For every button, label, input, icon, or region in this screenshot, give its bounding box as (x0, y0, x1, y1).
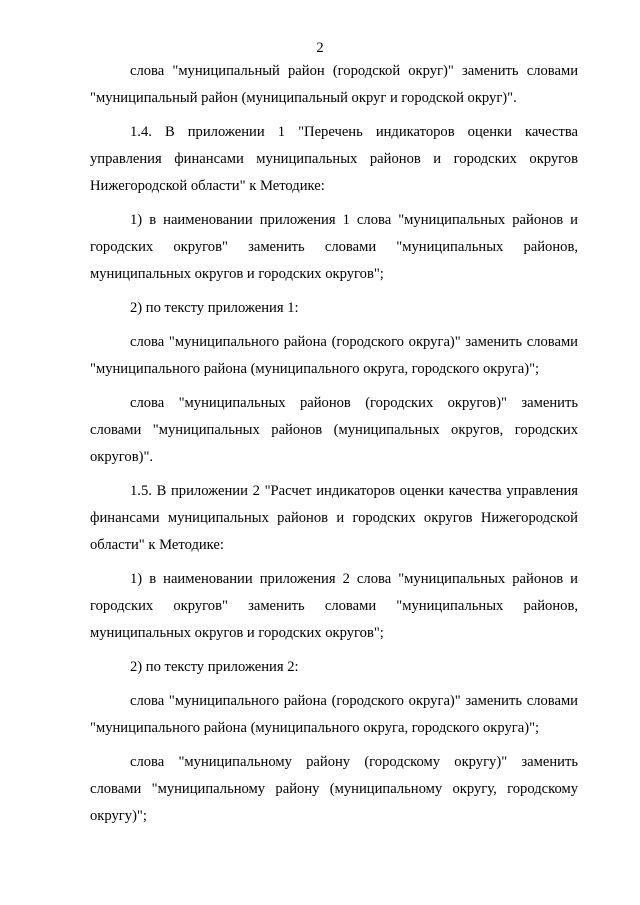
paragraph-appendix-2-replace-dative: слова "муниципальному району (городскому округу)" заменить словами "муниципальному району (муниципальному округу, городскому округу)"; (90, 754, 578, 824)
document-body (90, 58, 578, 837)
paragraph-appendix-2-replace-genitive: слова "муниципального района (городского округа)" заменить словами "муниципального района (муниципального округа, городского округа)"; (90, 693, 578, 736)
paragraph-appendix-1-replace-plural: слова "муниципальных районов (городских округов)" заменить словами "муниципальных районов (муниципальных округов, городских округов)". (90, 395, 578, 465)
paragraph-item-1-5: 1.5. В приложении 2 "Расчет индикаторов оценки качества управления финансами муниципальных районов и городских округов Нижегородской области" к Методике: (90, 483, 578, 553)
paragraph-appendix-1-title-change: 1) в наименовании приложения 1 слова "муниципальных районов и городских округов" заменить словами "муниципальных районов, муниципальных округов и городских округов"; (90, 212, 578, 282)
paragraph-item-1-4: 1.4. В приложении 1 "Перечень индикаторов оценки качества управления финансами муниципальных районов и городских округов Нижегородской области" к Методике: (90, 124, 578, 194)
paragraph-replace-district-wording: слова "муниципальный район (городской округ)" заменить словами "муниципальный район (муниципальный округ и городской округ)". (90, 63, 578, 106)
paragraph-appendix-1-replace-genitive: слова "муниципального района (городского округа)" заменить словами "муниципального района (муниципального округа, городского округа)"; (90, 334, 578, 377)
paragraph-appendix-2-title-change: 1) в наименовании приложения 2 слова "муниципальных районов и городских округов" заменить словами "муниципальных районов, муниципальных округов и городских округов"; (90, 571, 578, 641)
paragraph-appendix-1-text: 2) по тексту приложения 1: (130, 300, 299, 316)
paragraph-appendix-2-text: 2) по тексту приложения 2: (130, 659, 299, 675)
page-number: 2 (316, 40, 324, 56)
